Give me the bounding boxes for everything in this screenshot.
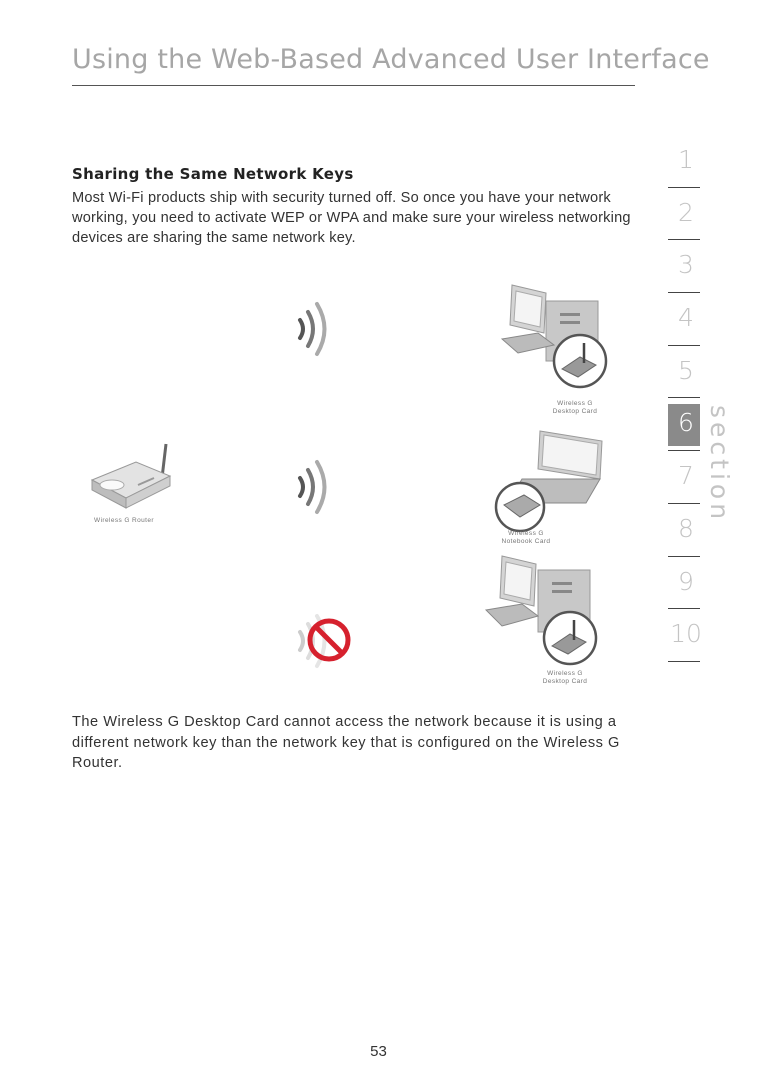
- signal-waves-icon: [292, 300, 342, 360]
- section-nav: [668, 135, 704, 662]
- desktop-computer-icon: [498, 283, 610, 398]
- section-nav-item-5[interactable]: 5: [668, 346, 704, 399]
- intro-paragraph: Most Wi-Fi products ship with security turned off. So once you have your network working, you need to activate WEP or WPA and make sure your wireless networking devices are sharing the same network key.: [72, 190, 631, 246]
- section-nav-item-1[interactable]: 1: [668, 135, 704, 188]
- section-heading: Sharing the Same Network Keys: [72, 165, 354, 183]
- device-label: Wireless G Desktop Card: [542, 670, 588, 685]
- section-nav-item-7[interactable]: 7: [668, 451, 704, 504]
- section-nav-item-3[interactable]: 3: [668, 240, 704, 293]
- device-label: Wireless G Notebook Card: [501, 530, 551, 545]
- section-nav-item-10[interactable]: 10: [668, 609, 704, 662]
- section-nav-item-2[interactable]: 2: [668, 188, 704, 241]
- blocked-signal-icon: [292, 612, 362, 672]
- device-label: Wireless G Desktop Card: [552, 400, 598, 415]
- router-icon: [86, 440, 181, 515]
- header-divider: [72, 85, 635, 86]
- page-number: 53: [370, 1043, 387, 1060]
- section-nav-item-8[interactable]: 8: [668, 504, 704, 557]
- signal-waves-icon: [292, 458, 342, 518]
- desktop-computer-icon: [480, 554, 606, 672]
- section-nav-item-4[interactable]: 4: [668, 293, 704, 346]
- section-nav-item-9[interactable]: 9: [668, 557, 704, 610]
- router-label: Wireless G Router: [94, 517, 154, 524]
- notebook-computer-icon: [490, 425, 610, 535]
- section-nav-item-6[interactable]: 6: [668, 398, 704, 451]
- page-title: Using the Web-Based Advanced User Interface: [72, 44, 710, 75]
- figure-caption: The Wireless G Desktop Card cannot access the network because it is using a different network key than the network key that is configured on the Wireless G Router.: [72, 714, 620, 771]
